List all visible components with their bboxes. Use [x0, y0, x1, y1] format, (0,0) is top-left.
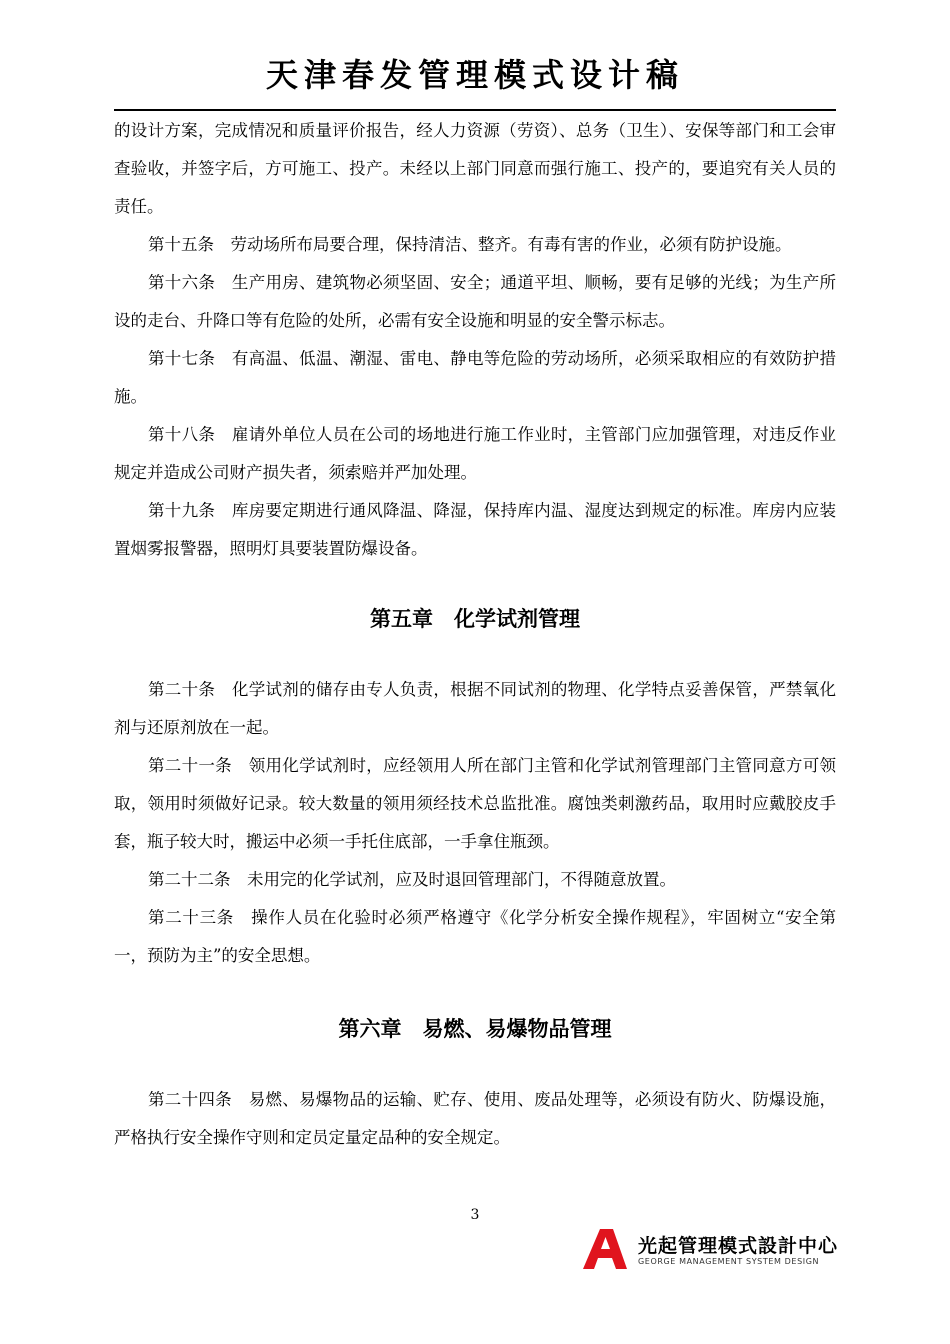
chapter-6-heading: 第六章 易燃、易爆物品管理 [338, 1017, 612, 1041]
article-15: 第十五条 劳动场所布局要合理，保持清洁、整齐。有毒有害的作业，必须有防护设施。 [148, 235, 792, 254]
article-16: 第十六条 生产用房、建筑物必须坚固、安全；通道平坦、顺畅，要有足够的光线；为生产所设的走台、升降口等有危险的处所，必需有安全设施和明显的安全警示标志。 [114, 273, 836, 330]
logo-a-icon [583, 1229, 627, 1269]
header-divider [114, 109, 836, 111]
article-23: 第二十三条 操作人员在化验时必须严格遵守《化学分析安全操作规程》，牢固树立“安全第一，预防为主”的安全思想。 [114, 908, 836, 965]
article-24: 第二十四条 易燃、易爆物品的运输、贮存、使用、废品处理等，必须设有防火、防爆设施，严格执行安全操作守则和定员定量定品种的安全规定。 [114, 1090, 836, 1147]
page-header-title: 天津春发管理模式设计稿 [265, 56, 684, 94]
article-18: 第十八条 雇请外单位人员在公司的场地进行施工作业时，主管部门应加强管理，对违反作业规定并造成公司财产损失者，须索赔并严加处理。 [114, 425, 836, 482]
article-21: 第二十一条 领用化学试剂时，应经领用人所在部门主管和化学试剂管理部门主管同意方可领取，领用时须做好记录。较大数量的领用须经技术总监批准。腐蚀类刺激药品，取用时应戴胶皮手套，瓶子较大时，搬运中必须一手托住底部，一手拿住瓶颈。 [114, 756, 836, 851]
logo-english-name: GEORGE MANAGEMENT SYSTEM DESIGN [638, 1257, 820, 1266]
paragraph-continued: 的设计方案，完成情况和质量评价报告，经人力资源（劳资）、总务（卫生）、安保等部门和工会审查验收，并签字后，方可施工、投产。未经以上部门同意而强行施工、投产的，要追究有关人员的责任。 [114, 121, 836, 216]
chapter-5-heading: 第五章 化学试剂管理 [370, 607, 580, 631]
article-19: 第十九条 库房要定期进行通风降温、降湿，保持库内温、湿度达到规定的标准。库房内应装置烟雾报警器，照明灯具要装置防爆设备。 [114, 501, 836, 558]
article-17: 第十七条 有高温、低温、潮湿、雷电、静电等危险的劳动场所，必须采取相应的有效防护措施。 [114, 349, 836, 406]
article-22: 第二十二条 未用完的化学试剂，应及时退回管理部门，不得随意放置。 [148, 870, 676, 889]
document-body [114, 112, 836, 1157]
logo-chinese-name: 光起管理模式設計中心 [638, 1235, 839, 1257]
company-logo [583, 1229, 838, 1271]
article-20: 第二十条 化学试剂的储存由专人负责，根据不同试剂的物理、化学特点妥善保管，严禁氧化剂与还原剂放在一起。 [114, 680, 836, 737]
page-number: 3 [470, 1207, 480, 1223]
